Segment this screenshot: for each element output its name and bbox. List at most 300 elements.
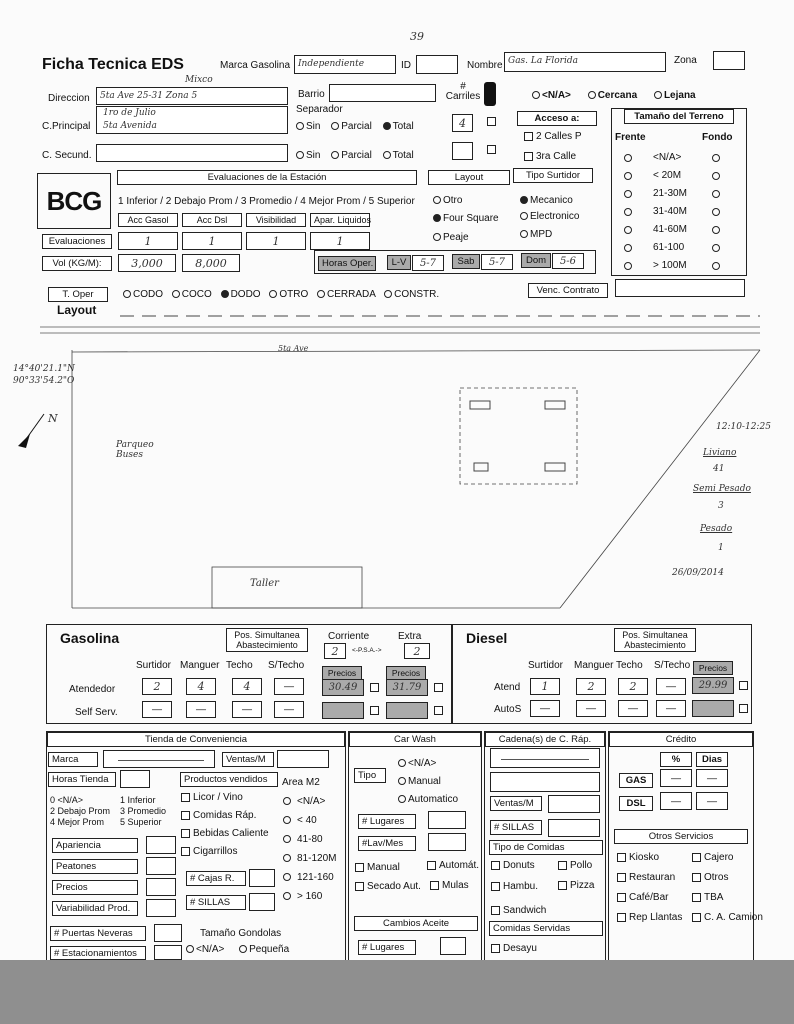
- gondola-pequena-radio[interactable]: [239, 945, 247, 953]
- diesel-atend-label: Atend: [494, 682, 521, 693]
- terreno-frente-radio[interactable]: [624, 262, 632, 270]
- tienda-prod-label: Bebidas Caliente: [193, 828, 269, 839]
- sketch-coords-2: 90°33'54.2"O: [13, 376, 75, 386]
- cadena-desayuno-checkbox[interactable]: [491, 944, 500, 953]
- otros-checkbox[interactable]: [617, 913, 626, 922]
- terreno-frente-radio[interactable]: [624, 226, 632, 234]
- diesel-auto-field[interactable]: —: [576, 700, 606, 717]
- acceso-item-2calles: 2 Calles P: [524, 131, 582, 142]
- terreno-row-label: 41-60M: [653, 224, 687, 235]
- carwash-check-secado: Secado Aut.: [355, 881, 421, 892]
- otros-checkbox[interactable]: [692, 873, 701, 882]
- tienda-area-radio[interactable]: [283, 816, 291, 824]
- terreno-frente-radio[interactable]: [624, 154, 632, 162]
- terreno-fondo-radio[interactable]: [712, 154, 720, 162]
- diesel-att-field[interactable]: —: [656, 678, 686, 695]
- terreno-title: Tamaño del Terreno: [624, 109, 734, 124]
- gasolina-price-2-field[interactable]: 31.79: [386, 679, 428, 696]
- sketch-semi: Semi Pesado: [693, 484, 751, 494]
- diesel-att-field[interactable]: 2: [576, 678, 606, 695]
- gasolina-price-1-checkbox[interactable]: [370, 683, 379, 692]
- cadena-sillas-field[interactable]: [548, 819, 600, 837]
- terreno-row-label: 61-100: [653, 242, 685, 253]
- carwash-na: <N/A>: [398, 758, 436, 769]
- marca-label: Marca Gasolina: [220, 60, 291, 71]
- tienda-area-label: 121-160: [297, 872, 334, 883]
- credito-gas-pct[interactable]: —: [660, 769, 692, 787]
- credito-title: Crédito: [609, 732, 753, 747]
- carwash-automatico: Automatico: [398, 794, 458, 805]
- cadena-field-1[interactable]: [490, 748, 600, 768]
- zona-label: Zona: [674, 55, 697, 66]
- credito-dias-label: Dias: [696, 752, 728, 767]
- eval-col-header: Acc Dsl: [182, 213, 242, 227]
- tienda-area-radio[interactable]: [283, 854, 291, 862]
- tienda-area-radio[interactable]: [283, 797, 291, 805]
- sketch-street: 5ta Ave: [278, 344, 309, 353]
- acceso-3ra-checkbox[interactable]: [524, 152, 533, 161]
- carwash-autom-checkbox[interactable]: [427, 861, 436, 870]
- gasolina-self-field[interactable]: —: [232, 701, 262, 718]
- separador-secund-group: Sin Parcial Total: [296, 150, 414, 161]
- toper-otro-radio[interactable]: [269, 290, 277, 298]
- layout-foursquare-radio[interactable]: [433, 214, 441, 222]
- otros-checkbox[interactable]: [692, 893, 701, 902]
- barrio-label: Barrio: [298, 89, 325, 100]
- otros-checkbox[interactable]: [692, 913, 701, 922]
- terreno-fondo-radio[interactable]: [712, 190, 720, 198]
- carwash-manual-radio[interactable]: [398, 777, 406, 785]
- tienda-area-radio[interactable]: [283, 892, 291, 900]
- cadena-ventas-label: Ventas/M: [490, 796, 542, 811]
- carwash-lugares2-field[interactable]: [440, 937, 466, 955]
- page-title: Ficha Tecnica EDS: [42, 56, 184, 73]
- gasolina-att-field[interactable]: 4: [186, 678, 216, 695]
- carriles-principal-field[interactable]: 4: [452, 114, 473, 132]
- toper-codo-radio[interactable]: [123, 290, 131, 298]
- sketch-coords-1: 14°40'21.1"N: [13, 364, 75, 374]
- tienda-area-item: [283, 796, 325, 807]
- carwash-manual-checkbox[interactable]: [355, 863, 364, 872]
- terreno-frente-radio[interactable]: [624, 172, 632, 180]
- terreno-frente-radio[interactable]: [624, 190, 632, 198]
- carwash-title: Car Wash: [349, 732, 481, 747]
- tienda-area-label: 81-120M: [297, 853, 337, 864]
- eval-col-header: Visibilidad: [246, 213, 306, 227]
- otros-label: Cajero: [704, 852, 734, 863]
- gasolina-self-label: Self Serv.: [75, 707, 118, 718]
- zona-field[interactable]: [713, 51, 745, 70]
- tienda-prod-checkbox[interactable]: [181, 847, 190, 856]
- carwash-lav-field[interactable]: [428, 833, 466, 851]
- otros-item: [617, 912, 682, 923]
- north-arrow-shaft: [24, 414, 44, 442]
- direccion-field[interactable]: 5ta Ave 25-31 Zona 5: [96, 87, 288, 105]
- gasolina-corriente-label: Corriente: [328, 631, 370, 642]
- surtidor-mpd: MPD: [520, 229, 552, 240]
- tienda-eval-label: Precios: [52, 880, 138, 895]
- gasolina-corriente-field[interactable]: 2: [324, 643, 346, 659]
- toper-dodo-radio[interactable]: [221, 290, 229, 298]
- diesel-att-field[interactable]: 1: [530, 678, 560, 695]
- diesel-pos: Pos. Simultanea Abastecimiento: [614, 628, 696, 652]
- sketch-canopy: [460, 388, 577, 484]
- cadena-sillas-label: # SILLAS: [490, 820, 542, 835]
- tienda-sillas-label: # SILLAS: [186, 895, 246, 910]
- cadena-hambu: Hambu.: [491, 881, 538, 892]
- tienda-title: Tienda de Conveniencia: [47, 732, 345, 747]
- tienda-area-item: [283, 815, 317, 826]
- page-number: 39: [410, 30, 424, 43]
- sep-parcial-radio[interactable]: [331, 122, 339, 130]
- layout-peaje-radio[interactable]: [433, 233, 441, 241]
- terreno-frente-radio[interactable]: [624, 208, 632, 216]
- cprincipal-field[interactable]: 1ro de Julio 5ta Avenida: [96, 106, 288, 134]
- layout-title: Layout: [428, 170, 510, 185]
- carwash-check-mulas: Mulas: [430, 880, 469, 891]
- surtidor-mpd-radio[interactable]: [520, 230, 528, 238]
- gondola-na-radio[interactable]: [186, 945, 194, 953]
- gasolina-self-price-2[interactable]: [386, 702, 428, 719]
- id-field[interactable]: [416, 55, 458, 74]
- tienda-horas-label: Horas Tienda: [48, 772, 116, 787]
- tienda-marca-field[interactable]: [103, 750, 215, 768]
- sketch-pump-2: [545, 401, 565, 409]
- sketch-pump-4: [545, 463, 565, 471]
- otros-label: Kiosko: [629, 852, 660, 863]
- horas-dom-label: Dom: [521, 253, 551, 268]
- tienda-eval-label: Variabilidad Prod.: [52, 901, 138, 916]
- direccion-note: Mixco: [185, 75, 213, 85]
- gasolina-self-price-1-checkbox[interactable]: [370, 706, 379, 715]
- sep2-parcial-radio[interactable]: [331, 151, 339, 159]
- sketch-pesado: Pesado: [700, 524, 733, 534]
- proximity-lejana-radio[interactable]: [654, 91, 662, 99]
- diesel-auto-field[interactable]: —: [618, 700, 648, 717]
- proximity-na-radio[interactable]: [532, 91, 540, 99]
- gasolina-self-price-2-checkbox[interactable]: [434, 706, 443, 715]
- proximity-cercana-radio[interactable]: [588, 91, 596, 99]
- tienda-area-item: [283, 834, 323, 845]
- diesel-auto-field[interactable]: —: [530, 700, 560, 717]
- acceso-2calles-checkbox[interactable]: [524, 132, 533, 141]
- layout-peaje: Peaje: [433, 232, 469, 243]
- otros-label: C. A. Camion: [704, 912, 763, 923]
- gasolina-att-field[interactable]: 4: [232, 678, 262, 695]
- eval-col-header: Acc Gasol: [118, 213, 178, 227]
- secund-checkbox[interactable]: [487, 145, 496, 154]
- sketch-north: N: [48, 412, 58, 425]
- diesel-auto-price[interactable]: [692, 700, 734, 717]
- bcg-logo: BCG: [37, 173, 111, 229]
- tienda-eval-field[interactable]: [146, 878, 176, 896]
- venc-field[interactable]: [615, 279, 745, 297]
- eval-title: Evaluaciones de la Estación: [117, 170, 417, 185]
- gasolina-price-1-field[interactable]: 30.49: [322, 679, 364, 696]
- diesel-att-field[interactable]: 2: [618, 678, 648, 695]
- layout-otro-radio[interactable]: [433, 196, 441, 204]
- tienda-prod-checkbox[interactable]: [181, 793, 190, 802]
- tienda-eval-field[interactable]: [146, 836, 176, 854]
- gasolina-title: Gasolina: [60, 630, 120, 646]
- carwash-lav-label: #Lav/Mes: [358, 836, 416, 851]
- tienda-prod-item: [181, 846, 237, 857]
- sketch-diagonal: [560, 350, 760, 608]
- tienda-sillas-field[interactable]: [249, 893, 275, 911]
- terreno-fondo-radio[interactable]: [712, 226, 720, 234]
- otros-item: [692, 892, 723, 903]
- carwash-lugares-field[interactable]: [428, 811, 466, 829]
- cadena-ventas-field[interactable]: [548, 795, 600, 813]
- diesel-col-header: Manguer: [574, 660, 614, 671]
- cadena-pizza-checkbox[interactable]: [558, 881, 567, 890]
- otros-checkbox[interactable]: [617, 893, 626, 902]
- barrio-field[interactable]: [329, 84, 436, 102]
- nombre-label: Nombre: [467, 60, 503, 71]
- sketch-pesado-n: 1: [718, 543, 724, 553]
- tienda-prod-label: Cigarrillos: [193, 846, 238, 857]
- cadena-donuts: Donuts: [491, 860, 535, 871]
- terreno-frente-label: Frente: [615, 132, 646, 143]
- carwash-secado-checkbox[interactable]: [355, 882, 364, 891]
- carwash-lugares2-label: # Lugares: [358, 940, 416, 955]
- horas-sab-label: Sab: [452, 254, 480, 269]
- tienda-area-item: [283, 853, 336, 864]
- carwash-tipo-label: Tipo: [354, 768, 386, 783]
- gasolina-self-field[interactable]: —: [274, 701, 304, 718]
- carwash-lugares-label: # Lugares: [358, 814, 416, 829]
- sketch-time: 12:10-12:25: [716, 422, 771, 432]
- otros-item: [692, 912, 763, 923]
- id-label: ID: [401, 60, 411, 71]
- tienda-area-item: [283, 891, 322, 902]
- eval-value-field[interactable]: 1: [310, 232, 370, 250]
- gasolina-col-header: S/Techo: [268, 660, 305, 671]
- gasolina-col-header: Surtidor: [136, 660, 172, 671]
- tienda-prod-checkbox[interactable]: [181, 829, 190, 838]
- acceso-item-3ra: 3ra Calle: [524, 151, 576, 162]
- tienda-eval-field[interactable]: [146, 899, 176, 917]
- gasolina-extra-label: Extra: [398, 631, 422, 642]
- terreno-row-label: <N/A>: [653, 152, 682, 163]
- gasolina-col-header: Techo: [226, 660, 253, 671]
- tienda-area-label: <N/A>: [297, 796, 326, 807]
- credito-dsl-pct[interactable]: —: [660, 792, 692, 810]
- tienda-estac-label: # Estacionamientos: [50, 946, 146, 960]
- gasolina-self-field[interactable]: —: [142, 701, 172, 718]
- tienda-area-radio[interactable]: [283, 873, 291, 881]
- cadena-pollo-checkbox[interactable]: [558, 861, 567, 870]
- tienda-prod-item: [181, 810, 256, 821]
- otros-item: [692, 872, 728, 883]
- terreno-row-label: 31-40M: [653, 206, 687, 217]
- toper-constr-radio[interactable]: [384, 290, 392, 298]
- tienda-eval-field[interactable]: [146, 857, 176, 875]
- cadena-desayuno: Desayu: [491, 943, 537, 954]
- tienda-area-item: [283, 872, 334, 883]
- otros-checkbox[interactable]: [617, 873, 626, 882]
- scan-bottom-band: [0, 960, 794, 1024]
- tienda-eval-label: Apariencia: [52, 838, 138, 853]
- sketch-layout-label: Layout: [57, 303, 97, 317]
- horas-sab-field[interactable]: 5-7: [481, 254, 513, 270]
- tienda-scale: 0 <N/A> 1 Inferior 2 Debajo Prom 3 Promedio 4 Mejor Prom 5 Superior: [50, 795, 167, 827]
- surtidor-electronico-radio[interactable]: [520, 212, 528, 220]
- nombre-field[interactable]: Gas. La Florida: [504, 52, 666, 72]
- tienda-area-label: Area M2: [282, 777, 320, 788]
- tienda-neveras-field[interactable]: [154, 924, 182, 942]
- surtidor-mecanico-radio[interactable]: [520, 196, 528, 204]
- cadena-title: Cadena(s) de C. Ráp.: [485, 732, 605, 747]
- gasolina-pos: Pos. Simultanea Abastecimiento: [226, 628, 308, 652]
- csecund-label: C. Secund.: [42, 150, 92, 161]
- diesel-price-checkbox[interactable]: [739, 681, 748, 690]
- carwash-check-manual: Manual: [355, 862, 400, 873]
- cadena-pizza: Pizza: [558, 880, 594, 891]
- gasolina-att-field[interactable]: 2: [142, 678, 172, 695]
- carriles-secund-field[interactable]: [452, 142, 473, 160]
- cadena-sandwich-checkbox[interactable]: [491, 906, 500, 915]
- gasolina-atendedor-label: Atendedor: [69, 684, 116, 695]
- credito-gas-label: GAS: [619, 773, 653, 788]
- otros-label: Café/Bar: [629, 892, 669, 903]
- otros-item: [692, 852, 733, 863]
- toper-cerrada-radio[interactable]: [317, 290, 325, 298]
- sketch-pump-1: [470, 401, 490, 409]
- tienda-ventas-field[interactable]: [277, 750, 329, 768]
- sketch-parqueo: Parqueo Buses: [116, 440, 154, 460]
- terreno-frente-radio[interactable]: [624, 244, 632, 252]
- otros-label: TBA: [704, 892, 724, 903]
- carwash-automatico-radio[interactable]: [398, 795, 406, 803]
- vol-label: Vol (KG/M):: [42, 256, 112, 271]
- credito-dsl-dias[interactable]: —: [696, 792, 728, 810]
- cadena-pollo: Pollo: [558, 860, 592, 871]
- tienda-prod-label: Comidas Ráp.: [193, 810, 257, 821]
- carwash-check-autom: Automát.: [427, 860, 479, 871]
- csecund-field[interactable]: [96, 144, 288, 162]
- toper-group: CODO COCO DODO OTRO CERRADA CONSTR.: [123, 289, 439, 300]
- gasolina-precios-2-label: Precios: [386, 666, 426, 680]
- terreno-fondo-radio[interactable]: [712, 262, 720, 270]
- horas-lv-label: L-V: [387, 255, 411, 270]
- principal-checkbox[interactable]: [487, 117, 496, 126]
- tienda-cajas-label: # Cajas R.: [186, 871, 246, 886]
- otros-item: [617, 892, 668, 903]
- otros-servicios-title: Otros Servicios: [614, 829, 748, 844]
- diesel-col-header: Surtidor: [528, 660, 564, 671]
- cadena-donuts-checkbox[interactable]: [491, 861, 500, 870]
- surtidor-electronico: Electronico: [520, 211, 579, 222]
- diesel-price-field[interactable]: 29.99: [692, 677, 734, 694]
- sketch-pump-3: [474, 463, 488, 471]
- eval-col-header: Apar. Liquidos: [310, 213, 370, 227]
- tienda-estac-field[interactable]: [154, 945, 182, 960]
- gasolina-price-2-checkbox[interactable]: [434, 683, 443, 692]
- gasolina-att-field[interactable]: —: [274, 678, 304, 695]
- sketch-date: 26/09/2014: [672, 568, 724, 578]
- layout-foursquare: Four Square: [433, 213, 499, 224]
- horas-label: Horas Oper.: [318, 256, 376, 271]
- diesel-auto-field[interactable]: —: [656, 700, 686, 717]
- diesel-col-header: Techo: [616, 660, 643, 671]
- carwash-mulas-checkbox[interactable]: [430, 881, 439, 890]
- sep-total-radio[interactable]: [383, 122, 391, 130]
- eval-value-field[interactable]: 1: [118, 232, 178, 250]
- cadena-field-2[interactable]: [490, 772, 600, 792]
- terreno-fondo-radio[interactable]: [712, 244, 720, 252]
- sketch-liviano: Liviano: [703, 448, 737, 458]
- tienda-gondolas-label: Tamaño Gondolas: [200, 928, 282, 939]
- terreno-fondo-radio[interactable]: [712, 172, 720, 180]
- sep-sin-radio[interactable]: [296, 122, 304, 130]
- otros-checkbox[interactable]: [692, 853, 701, 862]
- sep2-sin-radio[interactable]: [296, 151, 304, 159]
- tienda-neveras-label: # Puertas Neveras: [50, 926, 146, 941]
- tienda-prod-label: Licor / Vino: [193, 792, 243, 803]
- acceso-title: Acceso a:: [517, 111, 597, 126]
- otros-label: Restauran: [629, 872, 676, 883]
- tienda-gondolas-group: <N/A> Pequeña: [186, 944, 289, 955]
- tienda-area-label: > 160: [297, 891, 323, 902]
- cadena-tipo-label: Tipo de Comidas: [489, 840, 603, 855]
- tienda-prod-checkbox[interactable]: [181, 811, 190, 820]
- terreno-fondo-radio[interactable]: [712, 208, 720, 216]
- gasolina-extra-field[interactable]: 2: [404, 643, 430, 659]
- diesel-auto-price-checkbox[interactable]: [739, 704, 748, 713]
- otros-label: Otros: [704, 872, 729, 883]
- otros-label: Rep Llantas: [629, 912, 683, 923]
- horas-lv-field[interactable]: 5-7: [412, 255, 444, 271]
- terreno-fondo-label: Fondo: [702, 132, 733, 143]
- venc-label: Venc. Contrato: [528, 283, 608, 298]
- cadena-hambu-checkbox[interactable]: [491, 882, 500, 891]
- sep2-total-radio[interactable]: [383, 151, 391, 159]
- vol-dsl-field[interactable]: 8,000: [182, 254, 240, 272]
- credito-gas-dias[interactable]: —: [696, 769, 728, 787]
- separador-principal-group: Sin Parcial Total: [296, 121, 414, 132]
- terreno-row-label: > 100M: [653, 260, 687, 271]
- tienda-prod-item: [181, 792, 243, 803]
- gasolina-self-price-1[interactable]: [322, 702, 364, 719]
- tienda-prod-item: [181, 828, 269, 839]
- eval-value-field[interactable]: 1: [182, 232, 242, 250]
- evaluaciones-label: Evaluaciones: [42, 234, 112, 249]
- tienda-horas-field[interactable]: [120, 770, 150, 788]
- tienda-cajas-field[interactable]: [249, 869, 275, 887]
- credito-pct-label: %: [660, 752, 692, 767]
- toper-coco-radio[interactable]: [172, 290, 180, 298]
- tienda-marca-label: Marca: [48, 752, 98, 767]
- terreno-row-label: 21-30M: [653, 188, 687, 199]
- gasolina-self-field[interactable]: —: [186, 701, 216, 718]
- vol-gasol-field[interactable]: 3,000: [118, 254, 176, 272]
- tienda-area-label: 41-80: [297, 834, 323, 845]
- surtidor-mecanico: Mecanico: [520, 195, 573, 206]
- marca-field[interactable]: Independiente: [294, 55, 396, 74]
- carwash-na-radio[interactable]: [398, 759, 406, 767]
- horas-dom-field[interactable]: 5-6: [552, 253, 584, 269]
- tienda-productos-label: Productos vendidos: [180, 772, 278, 787]
- carriles-label: # Carriles: [445, 81, 481, 102]
- eval-value-field[interactable]: 1: [246, 232, 306, 250]
- otros-checkbox[interactable]: [617, 853, 626, 862]
- sketch-semi-n: 3: [718, 501, 724, 511]
- tienda-area-radio[interactable]: [283, 835, 291, 843]
- separador-label: Separador: [296, 104, 343, 115]
- eval-scale: 1 Inferior / 2 Debajo Prom / 3 Promedio / 4 Mejor Prom / 5 Superior: [118, 196, 415, 207]
- cprincipal-label: C.Principal: [42, 121, 91, 132]
